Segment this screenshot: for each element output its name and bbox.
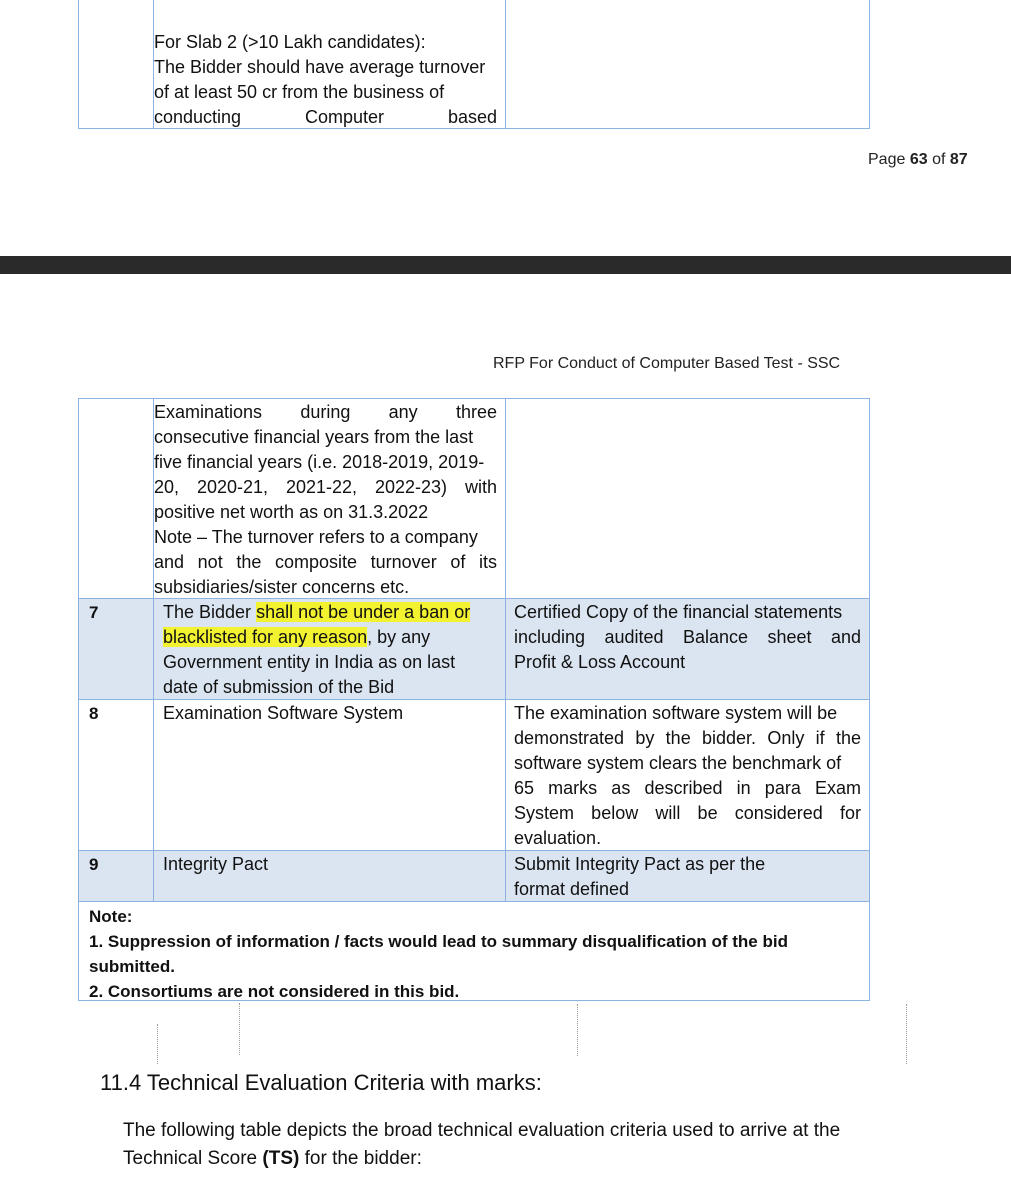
- row8-document-cell: [514, 701, 861, 851]
- text-line: Note – The turnover refers to a company: [154, 527, 478, 547]
- page-total: 87: [949, 151, 968, 168]
- text-line: demonstrated by the bidder. Only if the: [514, 728, 861, 748]
- dotted-guide: [157, 1024, 158, 1064]
- page-current: 63: [909, 151, 928, 168]
- bold-text: (TS): [262, 1148, 300, 1169]
- table-column-divider: [505, 0, 506, 128]
- text-line: 65 marks as described in para Exam: [514, 778, 861, 798]
- text-fragment: for the bidder:: [299, 1148, 422, 1169]
- previous-page-table: [78, 0, 870, 129]
- highlighted-text: blacklisted for any reason: [163, 627, 368, 647]
- text-line: conducting Computer based: [154, 107, 497, 127]
- text-line: of at least 50 cr from the business of: [154, 82, 445, 102]
- text-line: System below will be considered for: [514, 803, 861, 823]
- text-line: and not the composite turnover of its: [154, 552, 497, 572]
- page-label: Page: [868, 151, 906, 168]
- dotted-guide: [239, 1003, 240, 1055]
- section-paragraph: [123, 1117, 903, 1173]
- text-fragment: Technical Score: [123, 1148, 263, 1169]
- text-line: positive net worth as on 31.3.2022: [154, 502, 429, 522]
- row-number: 9: [89, 855, 99, 874]
- text-line: Profit & Loss Account: [514, 652, 686, 672]
- highlighted-text: shall not be under a ban or: [256, 602, 471, 622]
- row8-criteria-cell: [163, 701, 497, 726]
- text-line: The examination software system will be: [514, 703, 838, 723]
- text-line: consecutive financial years from the last: [154, 427, 474, 447]
- note-line: 2. Consortiums are not considered in this bid.: [89, 982, 460, 1001]
- column-divider: [505, 399, 506, 901]
- dotted-guide: [906, 1004, 907, 1064]
- row7-criteria-cell: [163, 600, 497, 700]
- text-line: Examinations during any three: [154, 402, 497, 422]
- text-line: Integrity Pact: [163, 854, 269, 874]
- text-line: software system clears the benchmark of: [514, 753, 842, 773]
- row9-criteria-cell: [163, 852, 497, 877]
- text-line: The Bidder should have average turnover: [154, 57, 486, 77]
- note-line: submitted.: [89, 957, 175, 976]
- text-line: subsidiaries/sister concerns etc.: [154, 577, 410, 597]
- row-number: 8: [89, 704, 99, 723]
- row9-document-cell: [514, 852, 861, 902]
- page-separator: [0, 256, 1011, 274]
- text-line: [163, 600, 497, 625]
- text-line: Submit Integrity Pact as per the: [514, 854, 766, 874]
- row-number: 7: [89, 603, 99, 622]
- text-line: Government entity in India as on last: [163, 652, 456, 672]
- text-line: evaluation.: [514, 828, 602, 848]
- text-fragment: , by any: [367, 627, 431, 647]
- page-number: [868, 151, 968, 169]
- row7-document-cell: [514, 600, 861, 675]
- document-header: RFP For Conduct of Computer Based Test - SSC: [493, 355, 841, 372]
- text-line: Certified Copy of the financial statements: [514, 602, 843, 622]
- text-line: date of submission of the Bid: [163, 677, 395, 697]
- note-heading: Note:: [89, 907, 133, 926]
- text-line: including audited Balance sheet and: [514, 627, 861, 647]
- text-line: 20, 2020-21, 2021-22, 2022-23) with: [154, 477, 497, 497]
- text-line: [123, 1145, 903, 1173]
- dotted-guide: [577, 1004, 578, 1056]
- text-line: format defined: [514, 879, 630, 899]
- page-of-label: of: [932, 151, 946, 168]
- text-line: five financial years (i.e. 2018-2019, 2019-: [154, 452, 485, 472]
- text-fragment: The Bidder: [163, 602, 257, 622]
- note-line: 1. Suppression of information / facts would lead to summary disqualification of the bid: [89, 932, 788, 951]
- slab2-criteria-cell: [154, 30, 497, 130]
- continued-criteria-cell: [154, 400, 497, 600]
- table-note: [89, 904, 863, 1004]
- text-line: Examination Software System: [163, 703, 404, 723]
- text-line: [163, 625, 497, 650]
- text-line: The following table depicts the broad technical evaluation criteria used to arrive at the: [123, 1120, 841, 1141]
- section-heading: 11.4 Technical Evaluation Criteria with marks:: [100, 1070, 542, 1095]
- eligibility-table: [78, 398, 870, 1001]
- text-line: For Slab 2 (>10 Lakh candidates):: [154, 32, 426, 52]
